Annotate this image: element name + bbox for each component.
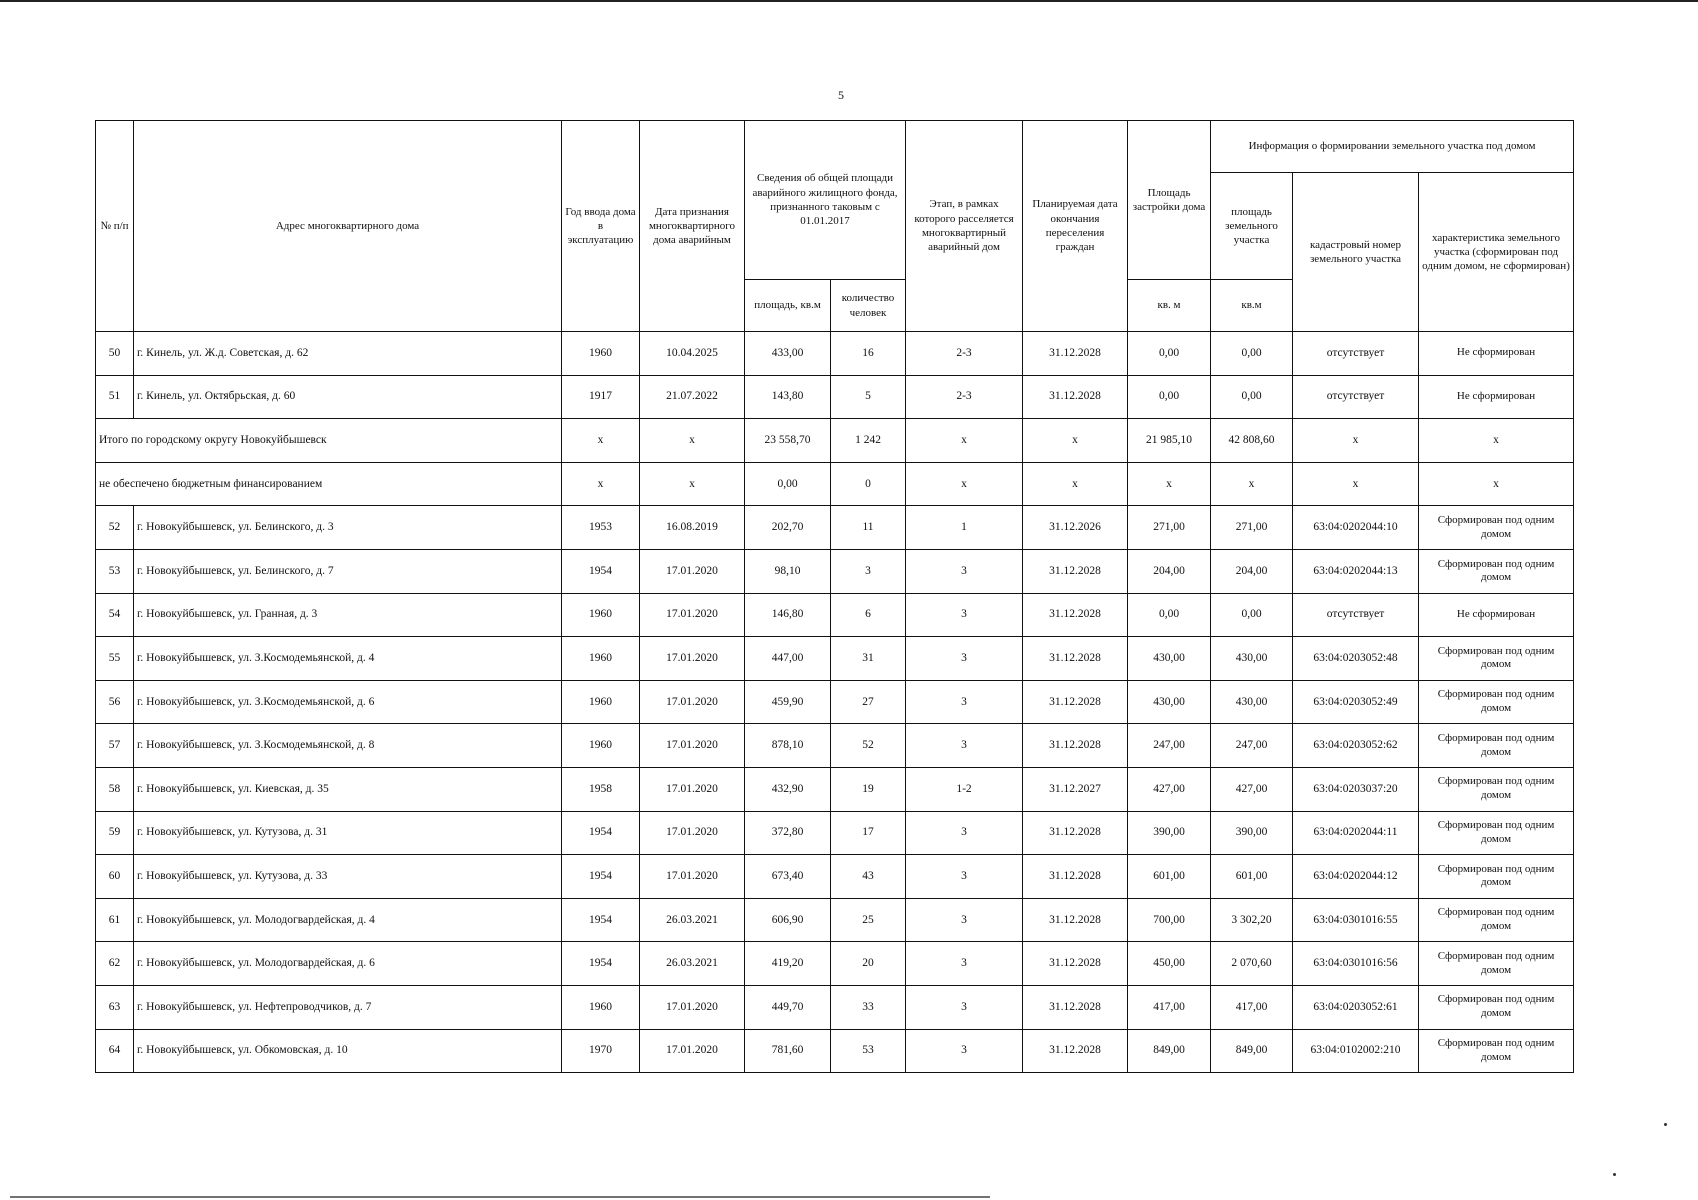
address-cell: г. Новокуйбышевск, ул. З.Космодемьянской, д. 8 (134, 724, 562, 768)
year-cell: 1960 (562, 985, 640, 1029)
characteristic-cell: Сформирован под одним домом (1419, 637, 1574, 681)
row-number-cell: 51 (96, 375, 134, 419)
row-number-cell: 55 (96, 637, 134, 681)
people-cell: 11 (831, 506, 906, 550)
building-area-cell: 247,00 (1128, 724, 1211, 768)
building-area-cell: 0,00 (1128, 593, 1211, 637)
stage-cell: 3 (906, 680, 1023, 724)
summary-area-cell: 23 558,70 (745, 419, 831, 463)
table-row (96, 637, 1574, 681)
year-cell: 1958 (562, 767, 640, 811)
address-cell: г. Новокуйбышевск, ул. Молодогвардейская, д. 6 (134, 942, 562, 986)
col-header-land-area: площадь земельного участка (1211, 173, 1293, 280)
stage-cell: 3 (906, 898, 1023, 942)
summary-building-area-cell: 21 985,10 (1128, 419, 1211, 463)
land-area-cell: 849,00 (1211, 1029, 1293, 1073)
table-row (96, 375, 1574, 419)
stage-cell: 3 (906, 942, 1023, 986)
date-cell: 26.03.2021 (640, 942, 745, 986)
people-cell: 43 (831, 855, 906, 899)
col-header-people-sub: количество человек (831, 280, 906, 332)
people-cell: 33 (831, 985, 906, 1029)
row-number-cell: 63 (96, 985, 134, 1029)
building-area-cell: 700,00 (1128, 898, 1211, 942)
year-cell: 1960 (562, 680, 640, 724)
date-cell: 17.01.2020 (640, 680, 745, 724)
year-cell: 1970 (562, 1029, 640, 1073)
building-area-cell: 271,00 (1128, 506, 1211, 550)
characteristic-cell: Сформирован под одним домом (1419, 506, 1574, 550)
stage-cell: 1-2 (906, 767, 1023, 811)
land-area-cell: 417,00 (1211, 985, 1293, 1029)
date-cell: 17.01.2020 (640, 855, 745, 899)
stage-cell: 3 (906, 724, 1023, 768)
building-area-cell: 450,00 (1128, 942, 1211, 986)
people-cell: 52 (831, 724, 906, 768)
people-cell: 19 (831, 767, 906, 811)
characteristic-cell: Сформирован под одним домом (1419, 549, 1574, 593)
date-cell: 17.01.2020 (640, 767, 745, 811)
characteristic-cell: Не сформирован (1419, 332, 1574, 376)
land-area-cell: 427,00 (1211, 767, 1293, 811)
address-cell: г. Новокуйбышевск, ул. З.Космодемьянской, д. 4 (134, 637, 562, 681)
stage-cell: 2-3 (906, 332, 1023, 376)
summary-date-cell: x (640, 419, 745, 463)
row-number-cell: 53 (96, 549, 134, 593)
date-cell: 17.01.2020 (640, 985, 745, 1029)
summary-date-cell: x (640, 462, 745, 506)
address-cell: г. Новокуйбышевск, ул. Кутузова, д. 33 (134, 855, 562, 899)
people-cell: 27 (831, 680, 906, 724)
row-number-cell: 64 (96, 1029, 134, 1073)
address-cell: г. Новокуйбышевск, ул. Белинского, д. 3 (134, 506, 562, 550)
land-area-cell: 0,00 (1211, 593, 1293, 637)
characteristic-cell: Сформирован под одним домом (1419, 985, 1574, 1029)
characteristic-cell: Сформирован под одним домом (1419, 942, 1574, 986)
cadastral-cell: отсутствует (1293, 375, 1419, 419)
planned-date-cell: 31.12.2028 (1023, 985, 1128, 1029)
area-cell: 433,00 (745, 332, 831, 376)
year-cell: 1917 (562, 375, 640, 419)
address-cell: г. Новокуйбышевск, ул. Нефтепроводчиков, д. 7 (134, 985, 562, 1029)
planned-date-cell: 31.12.2028 (1023, 680, 1128, 724)
cadastral-cell: 63:04:0202044:11 (1293, 811, 1419, 855)
planned-date-cell: 31.12.2028 (1023, 942, 1128, 986)
land-area-cell: 3 302,20 (1211, 898, 1293, 942)
building-area-cell: 0,00 (1128, 375, 1211, 419)
year-cell: 1960 (562, 593, 640, 637)
people-cell: 3 (831, 549, 906, 593)
area-cell: 432,90 (745, 767, 831, 811)
stage-cell: 3 (906, 811, 1023, 855)
stage-cell: 3 (906, 549, 1023, 593)
area-cell: 447,00 (745, 637, 831, 681)
table-row (96, 724, 1574, 768)
year-cell: 1954 (562, 942, 640, 986)
stage-cell: 3 (906, 985, 1023, 1029)
planned-date-cell: 31.12.2028 (1023, 637, 1128, 681)
area-cell: 419,20 (745, 942, 831, 986)
address-cell: г. Кинель, ул. Ж.д. Советская, д. 62 (134, 332, 562, 376)
cadastral-cell: 63:04:0301016:55 (1293, 898, 1419, 942)
date-cell: 21.07.2022 (640, 375, 745, 419)
characteristic-cell: Сформирован под одним домом (1419, 855, 1574, 899)
summary-planned-date-cell: x (1023, 419, 1128, 463)
summary-label: Итого по городскому округу Новокуйбышевск (96, 419, 562, 463)
summary-characteristic-cell: x (1419, 462, 1574, 506)
date-cell: 17.01.2020 (640, 811, 745, 855)
building-area-cell: 204,00 (1128, 549, 1211, 593)
people-cell: 31 (831, 637, 906, 681)
area-cell: 143,80 (745, 375, 831, 419)
col-header-address: Адрес многоквартирного дома (134, 121, 562, 332)
planned-date-cell: 31.12.2028 (1023, 375, 1128, 419)
row-number-cell: 50 (96, 332, 134, 376)
summary-characteristic-cell: x (1419, 419, 1574, 463)
land-area-cell: 0,00 (1211, 332, 1293, 376)
table-row (96, 549, 1574, 593)
cadastral-cell: 63:04:0203052:48 (1293, 637, 1419, 681)
table-row (96, 811, 1574, 855)
row-number-cell: 61 (96, 898, 134, 942)
summary-year-cell: x (562, 462, 640, 506)
planned-date-cell: 31.12.2027 (1023, 767, 1128, 811)
planned-date-cell: 31.12.2028 (1023, 1029, 1128, 1073)
characteristic-cell: Сформирован под одним домом (1419, 680, 1574, 724)
scan-speck (1613, 1173, 1616, 1176)
col-header-stage: Этап, в рамках которого расселяется многоквартирный аварийный дом (906, 121, 1023, 332)
characteristic-cell: Сформирован под одним домом (1419, 724, 1574, 768)
col-header-area-sub: площадь, кв.м (745, 280, 831, 332)
characteristic-cell: Сформирован под одним домом (1419, 898, 1574, 942)
summary-building-area-cell: x (1128, 462, 1211, 506)
summary-land-area-cell: x (1211, 462, 1293, 506)
row-number-cell: 52 (96, 506, 134, 550)
row-number-cell: 54 (96, 593, 134, 637)
building-area-cell: 0,00 (1128, 332, 1211, 376)
col-header-cadastral: кадастровый номер земельного участка (1293, 173, 1419, 332)
characteristic-cell: Сформирован под одним домом (1419, 811, 1574, 855)
year-cell: 1960 (562, 724, 640, 768)
scan-edge-bottom (10, 1196, 990, 1198)
building-area-cell: 601,00 (1128, 855, 1211, 899)
table-body (96, 332, 1574, 1073)
table-row (96, 593, 1574, 637)
date-cell: 17.01.2020 (640, 724, 745, 768)
address-cell: г. Новокуйбышевск, ул. Белинского, д. 7 (134, 549, 562, 593)
planned-date-cell: 31.12.2026 (1023, 506, 1128, 550)
date-cell: 17.01.2020 (640, 637, 745, 681)
page-number: 5 (838, 88, 844, 102)
cadastral-cell: 63:04:0203037:20 (1293, 767, 1419, 811)
land-area-cell: 601,00 (1211, 855, 1293, 899)
row-number-cell: 56 (96, 680, 134, 724)
summary-cadastral-cell: x (1293, 462, 1419, 506)
summary-cadastral-cell: x (1293, 419, 1419, 463)
stage-cell: 3 (906, 855, 1023, 899)
year-cell: 1960 (562, 332, 640, 376)
row-number-cell: 57 (96, 724, 134, 768)
land-area-cell: 204,00 (1211, 549, 1293, 593)
summary-label: не обеспечено бюджетным финансированием (96, 462, 562, 506)
planned-date-cell: 31.12.2028 (1023, 855, 1128, 899)
date-cell: 16.08.2019 (640, 506, 745, 550)
area-cell: 606,90 (745, 898, 831, 942)
stage-cell: 1 (906, 506, 1023, 550)
land-area-cell: 271,00 (1211, 506, 1293, 550)
building-area-cell: 427,00 (1128, 767, 1211, 811)
people-cell: 16 (831, 332, 906, 376)
building-area-cell: 430,00 (1128, 680, 1211, 724)
address-cell: г. Новокуйбышевск, ул. З.Космодемьянской, д. 6 (134, 680, 562, 724)
characteristic-cell: Не сформирован (1419, 375, 1574, 419)
table-row (96, 942, 1574, 986)
area-cell: 202,70 (745, 506, 831, 550)
building-area-cell: 390,00 (1128, 811, 1211, 855)
people-cell: 25 (831, 898, 906, 942)
cadastral-cell: отсутствует (1293, 332, 1419, 376)
people-cell: 6 (831, 593, 906, 637)
col-header-date-recognized: Дата признания многоквартирного дома аварийным (640, 121, 745, 332)
address-cell: г. Новокуйбышевск, ул. Киевская, д. 35 (134, 767, 562, 811)
cadastral-cell: 63:04:0202044:12 (1293, 855, 1419, 899)
unit-building-area: кв. м (1128, 280, 1211, 332)
characteristic-cell: Сформирован под одним домом (1419, 767, 1574, 811)
planned-date-cell: 31.12.2028 (1023, 898, 1128, 942)
col-header-land-info: Информация о формировании земельного участка под домом (1211, 121, 1574, 173)
year-cell: 1960 (562, 637, 640, 681)
address-cell: г. Кинель, ул. Октябрьская, д. 60 (134, 375, 562, 419)
row-number-cell: 62 (96, 942, 134, 986)
characteristic-cell: Не сформирован (1419, 593, 1574, 637)
year-cell: 1954 (562, 898, 640, 942)
col-header-num: № п/п (96, 121, 134, 332)
building-area-cell: 430,00 (1128, 637, 1211, 681)
cadastral-cell: 63:04:0301016:56 (1293, 942, 1419, 986)
housing-table (95, 120, 1574, 1073)
cadastral-cell: 63:04:0202044:10 (1293, 506, 1419, 550)
col-header-building-area: Площадь застройки дома (1128, 121, 1211, 280)
planned-date-cell: 31.12.2028 (1023, 724, 1128, 768)
area-cell: 372,80 (745, 811, 831, 855)
summary-row (96, 419, 1574, 463)
people-cell: 5 (831, 375, 906, 419)
summary-row (96, 462, 1574, 506)
stage-cell: 3 (906, 637, 1023, 681)
year-cell: 1953 (562, 506, 640, 550)
table-row (96, 855, 1574, 899)
row-number-cell: 58 (96, 767, 134, 811)
summary-area-cell: 0,00 (745, 462, 831, 506)
planned-date-cell: 31.12.2028 (1023, 549, 1128, 593)
land-area-cell: 0,00 (1211, 375, 1293, 419)
planned-date-cell: 31.12.2028 (1023, 811, 1128, 855)
table-row (96, 506, 1574, 550)
stage-cell: 2-3 (906, 375, 1023, 419)
col-header-characteristic: характеристика земельного участка (сформирован под одним домом, не сформирован) (1419, 173, 1574, 332)
summary-year-cell: x (562, 419, 640, 463)
cadastral-cell: 63:04:0203052:49 (1293, 680, 1419, 724)
area-cell: 449,70 (745, 985, 831, 1029)
area-cell: 673,40 (745, 855, 831, 899)
col-header-area-info: Сведения об общей площади аварийного жилищного фонда, признанного таковым с 01.01.2017 (745, 121, 906, 280)
table-row (96, 985, 1574, 1029)
year-cell: 1954 (562, 855, 640, 899)
cadastral-cell: 63:04:0203052:61 (1293, 985, 1419, 1029)
people-cell: 20 (831, 942, 906, 986)
area-cell: 459,90 (745, 680, 831, 724)
date-cell: 10.04.2025 (640, 332, 745, 376)
stage-cell: 3 (906, 1029, 1023, 1073)
cadastral-cell: 63:04:0203052:62 (1293, 724, 1419, 768)
planned-date-cell: 31.12.2028 (1023, 593, 1128, 637)
scan-edge-top (0, 0, 1698, 2)
summary-stage-cell: x (906, 419, 1023, 463)
date-cell: 26.03.2021 (640, 898, 745, 942)
address-cell: г. Новокуйбышевск, ул. Обкомовская, д. 10 (134, 1029, 562, 1073)
summary-land-area-cell: 42 808,60 (1211, 419, 1293, 463)
area-cell: 98,10 (745, 549, 831, 593)
unit-land-area: кв.м (1211, 280, 1293, 332)
stage-cell: 3 (906, 593, 1023, 637)
cadastral-cell: 63:04:0102002:210 (1293, 1029, 1419, 1073)
summary-planned-date-cell: x (1023, 462, 1128, 506)
land-area-cell: 390,00 (1211, 811, 1293, 855)
summary-people-cell: 0 (831, 462, 906, 506)
address-cell: г. Новокуйбышевск, ул. Кутузова, д. 31 (134, 811, 562, 855)
col-header-year: Год ввода дома в эксплуатацию (562, 121, 640, 332)
land-area-cell: 430,00 (1211, 637, 1293, 681)
building-area-cell: 417,00 (1128, 985, 1211, 1029)
address-cell: г. Новокуйбышевск, ул. Гранная, д. 3 (134, 593, 562, 637)
date-cell: 17.01.2020 (640, 1029, 745, 1073)
cadastral-cell: отсутствует (1293, 593, 1419, 637)
table-row (96, 680, 1574, 724)
area-cell: 878,10 (745, 724, 831, 768)
row-number-cell: 59 (96, 811, 134, 855)
year-cell: 1954 (562, 811, 640, 855)
land-area-cell: 2 070,60 (1211, 942, 1293, 986)
people-cell: 53 (831, 1029, 906, 1073)
area-cell: 146,80 (745, 593, 831, 637)
building-area-cell: 849,00 (1128, 1029, 1211, 1073)
cadastral-cell: 63:04:0202044:13 (1293, 549, 1419, 593)
scan-speck (1664, 1123, 1667, 1126)
date-cell: 17.01.2020 (640, 593, 745, 637)
land-area-cell: 247,00 (1211, 724, 1293, 768)
table-row (96, 1029, 1574, 1073)
table-row (96, 767, 1574, 811)
date-cell: 17.01.2020 (640, 549, 745, 593)
year-cell: 1954 (562, 549, 640, 593)
characteristic-cell: Сформирован под одним домом (1419, 1029, 1574, 1073)
people-cell: 17 (831, 811, 906, 855)
summary-stage-cell: x (906, 462, 1023, 506)
address-cell: г. Новокуйбышевск, ул. Молодогвардейская, д. 4 (134, 898, 562, 942)
table-row (96, 332, 1574, 376)
col-header-planned-date: Планируемая дата окончания переселения граждан (1023, 121, 1128, 332)
planned-date-cell: 31.12.2028 (1023, 332, 1128, 376)
table-row (96, 898, 1574, 942)
area-cell: 781,60 (745, 1029, 831, 1073)
summary-people-cell: 1 242 (831, 419, 906, 463)
land-area-cell: 430,00 (1211, 680, 1293, 724)
row-number-cell: 60 (96, 855, 134, 899)
